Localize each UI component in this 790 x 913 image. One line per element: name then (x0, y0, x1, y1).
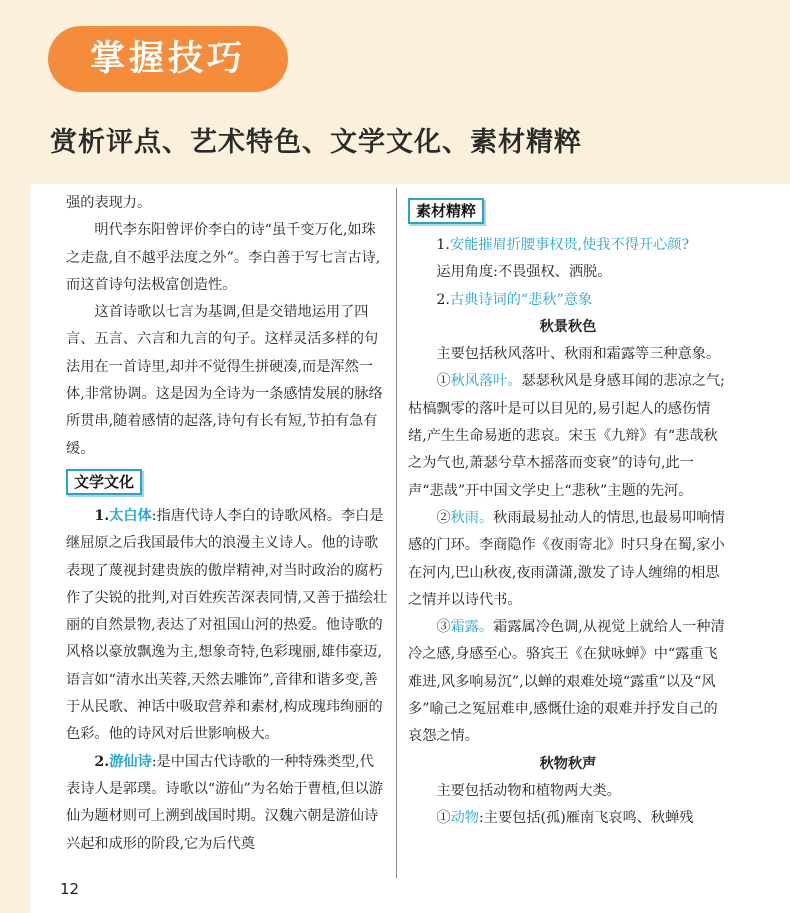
paragraph: 主要包括秋风落叶、秋雨和霜露等三种意象。 (436, 346, 721, 363)
item-number: 2. (94, 753, 110, 770)
keyword: 太白体 (109, 507, 152, 524)
item-text: :主要包括(孤)雁南飞哀鸣、秋蝉残 (478, 810, 694, 827)
section-title-pill: 掌握技巧 (48, 26, 288, 92)
keyword: 游仙诗 (109, 753, 152, 770)
keyword: 秋风落叶。 (450, 373, 522, 390)
item-text: 霜露属冷色调,从视觉上就给人一种清冷之感,身感至心。骆宾王《在狱咏蝉》中“露重飞难进,风多响易沉”,以蝉的艰难处境“露重”以及“风多”喻己之冤屈难申,感慨仕途的艰难并抒发自己的哀怨之情。 (408, 619, 725, 745)
item-number: ② (436, 509, 451, 526)
keyword: 霜露。 (450, 619, 494, 636)
keyword: 秋雨。 (450, 509, 494, 526)
paragraph: 这首诗歌以七言为基调,但是交错地运用了四言、五言、六言和九言的句子。这样灵活多样的句法用在一首诗里,却并不觉得生拼硬凑,而是浑然一体,非常协调。这是因为全诗为一条感情发展的脉络所贯串,随着感情的起落,诗句有长有短,节拍有急有缓。 (66, 304, 383, 457)
keyword: 动物 (450, 810, 479, 827)
paragraph: 强的表现力。 (66, 195, 152, 211)
usage-note: 运用角度:不畏强权、洒脱。 (436, 264, 612, 281)
subheading: 秋物秋声 (539, 755, 597, 772)
page-number: 12 (60, 880, 80, 898)
list-item (408, 505, 728, 614)
item-number: 1. (94, 507, 110, 524)
item-number: 2. (436, 291, 450, 308)
list-item (408, 805, 728, 832)
item-text: 瑟瑟秋风是身感耳闻的悲凉之气;枯槁飘零的落叶是可以目见的,易引起人的感伤情绪,产生生命易逝的悲哀。宋玉《九辩》有“悲哉秋之为气也,萧瑟兮草木摇落而变衰”的诗句,此一声“悲哉”开中国文学史上“悲秋”主题的先河。 (408, 373, 725, 499)
item-number: ① (436, 810, 451, 827)
list-item (408, 368, 728, 504)
list-item (408, 614, 728, 750)
item-number: 1. (436, 237, 450, 253)
list-item (408, 287, 728, 314)
item-text: 秋雨最易扯动人的情思,也最易叩响情感的门环。李商隐作《夜雨寄北》时只身在蜀,家小在河内,巴山秋夜,夜雨潇潇,激发了诗人缠绵的相思之情并以诗代书。 (408, 509, 725, 608)
section-heading-material-essence: 素材精粹 (408, 198, 484, 224)
item-number: ③ (436, 619, 451, 636)
list-item (66, 749, 388, 858)
list-item (66, 503, 388, 749)
left-column (66, 190, 388, 858)
subheading: 秋景秋色 (539, 318, 597, 335)
paragraph: 明代李东阳曾评价李白的诗“虽千变万化,如珠之走盘,自不越乎法度之外”。李白善于写七言古诗,而这首诗句法极富创造性。 (66, 222, 381, 293)
right-column (408, 198, 728, 833)
keyword: 安能摧眉折腰事权贵,使我不得开心颜? (449, 237, 690, 253)
paragraph: 主要包括动物和植物两大类。 (436, 782, 621, 799)
section-heading-literature-culture: 文学文化 (66, 469, 142, 495)
list-item (408, 232, 728, 259)
item-number: ① (436, 373, 451, 390)
column-divider (396, 188, 397, 878)
keyword: 古典诗词的“悲秋”意象 (449, 291, 593, 308)
page-subtitle: 赏析评点、艺术特色、文学文化、素材精粹 (50, 127, 582, 158)
item-text: :是中国古代诗歌的一种特殊类型,代表诗人是郭璞。诗歌以“游仙”为名始于曹植,但以游仙为题材则可上溯到战国时期。汉魏六朝是游仙诗兴起和成形的阶段,它为后代奠 (66, 753, 383, 852)
item-text: :指唐代诗人李白的诗歌风格。李白是继屈原之后我国最伟大的浪漫主义诗人。他的诗歌表现了蔑视封建贵族的傲岸精神,对当时政治的腐朽作了尖锐的批判,对百姓疾苦深表同情,又善于描绘壮丽的自然景物,表达了对祖国山河的热爱。他诗歌的风格以豪放飘逸为主,想象奇特,色彩瑰丽,雄伟豪迈,语言如“清水出芙蓉,天然去雕饰”,音律和谐多变,善于从民歌、神话中吸取营养和素材,构成瑰玮绚丽的色彩。他的诗风对后世影响极大。 (66, 507, 388, 743)
